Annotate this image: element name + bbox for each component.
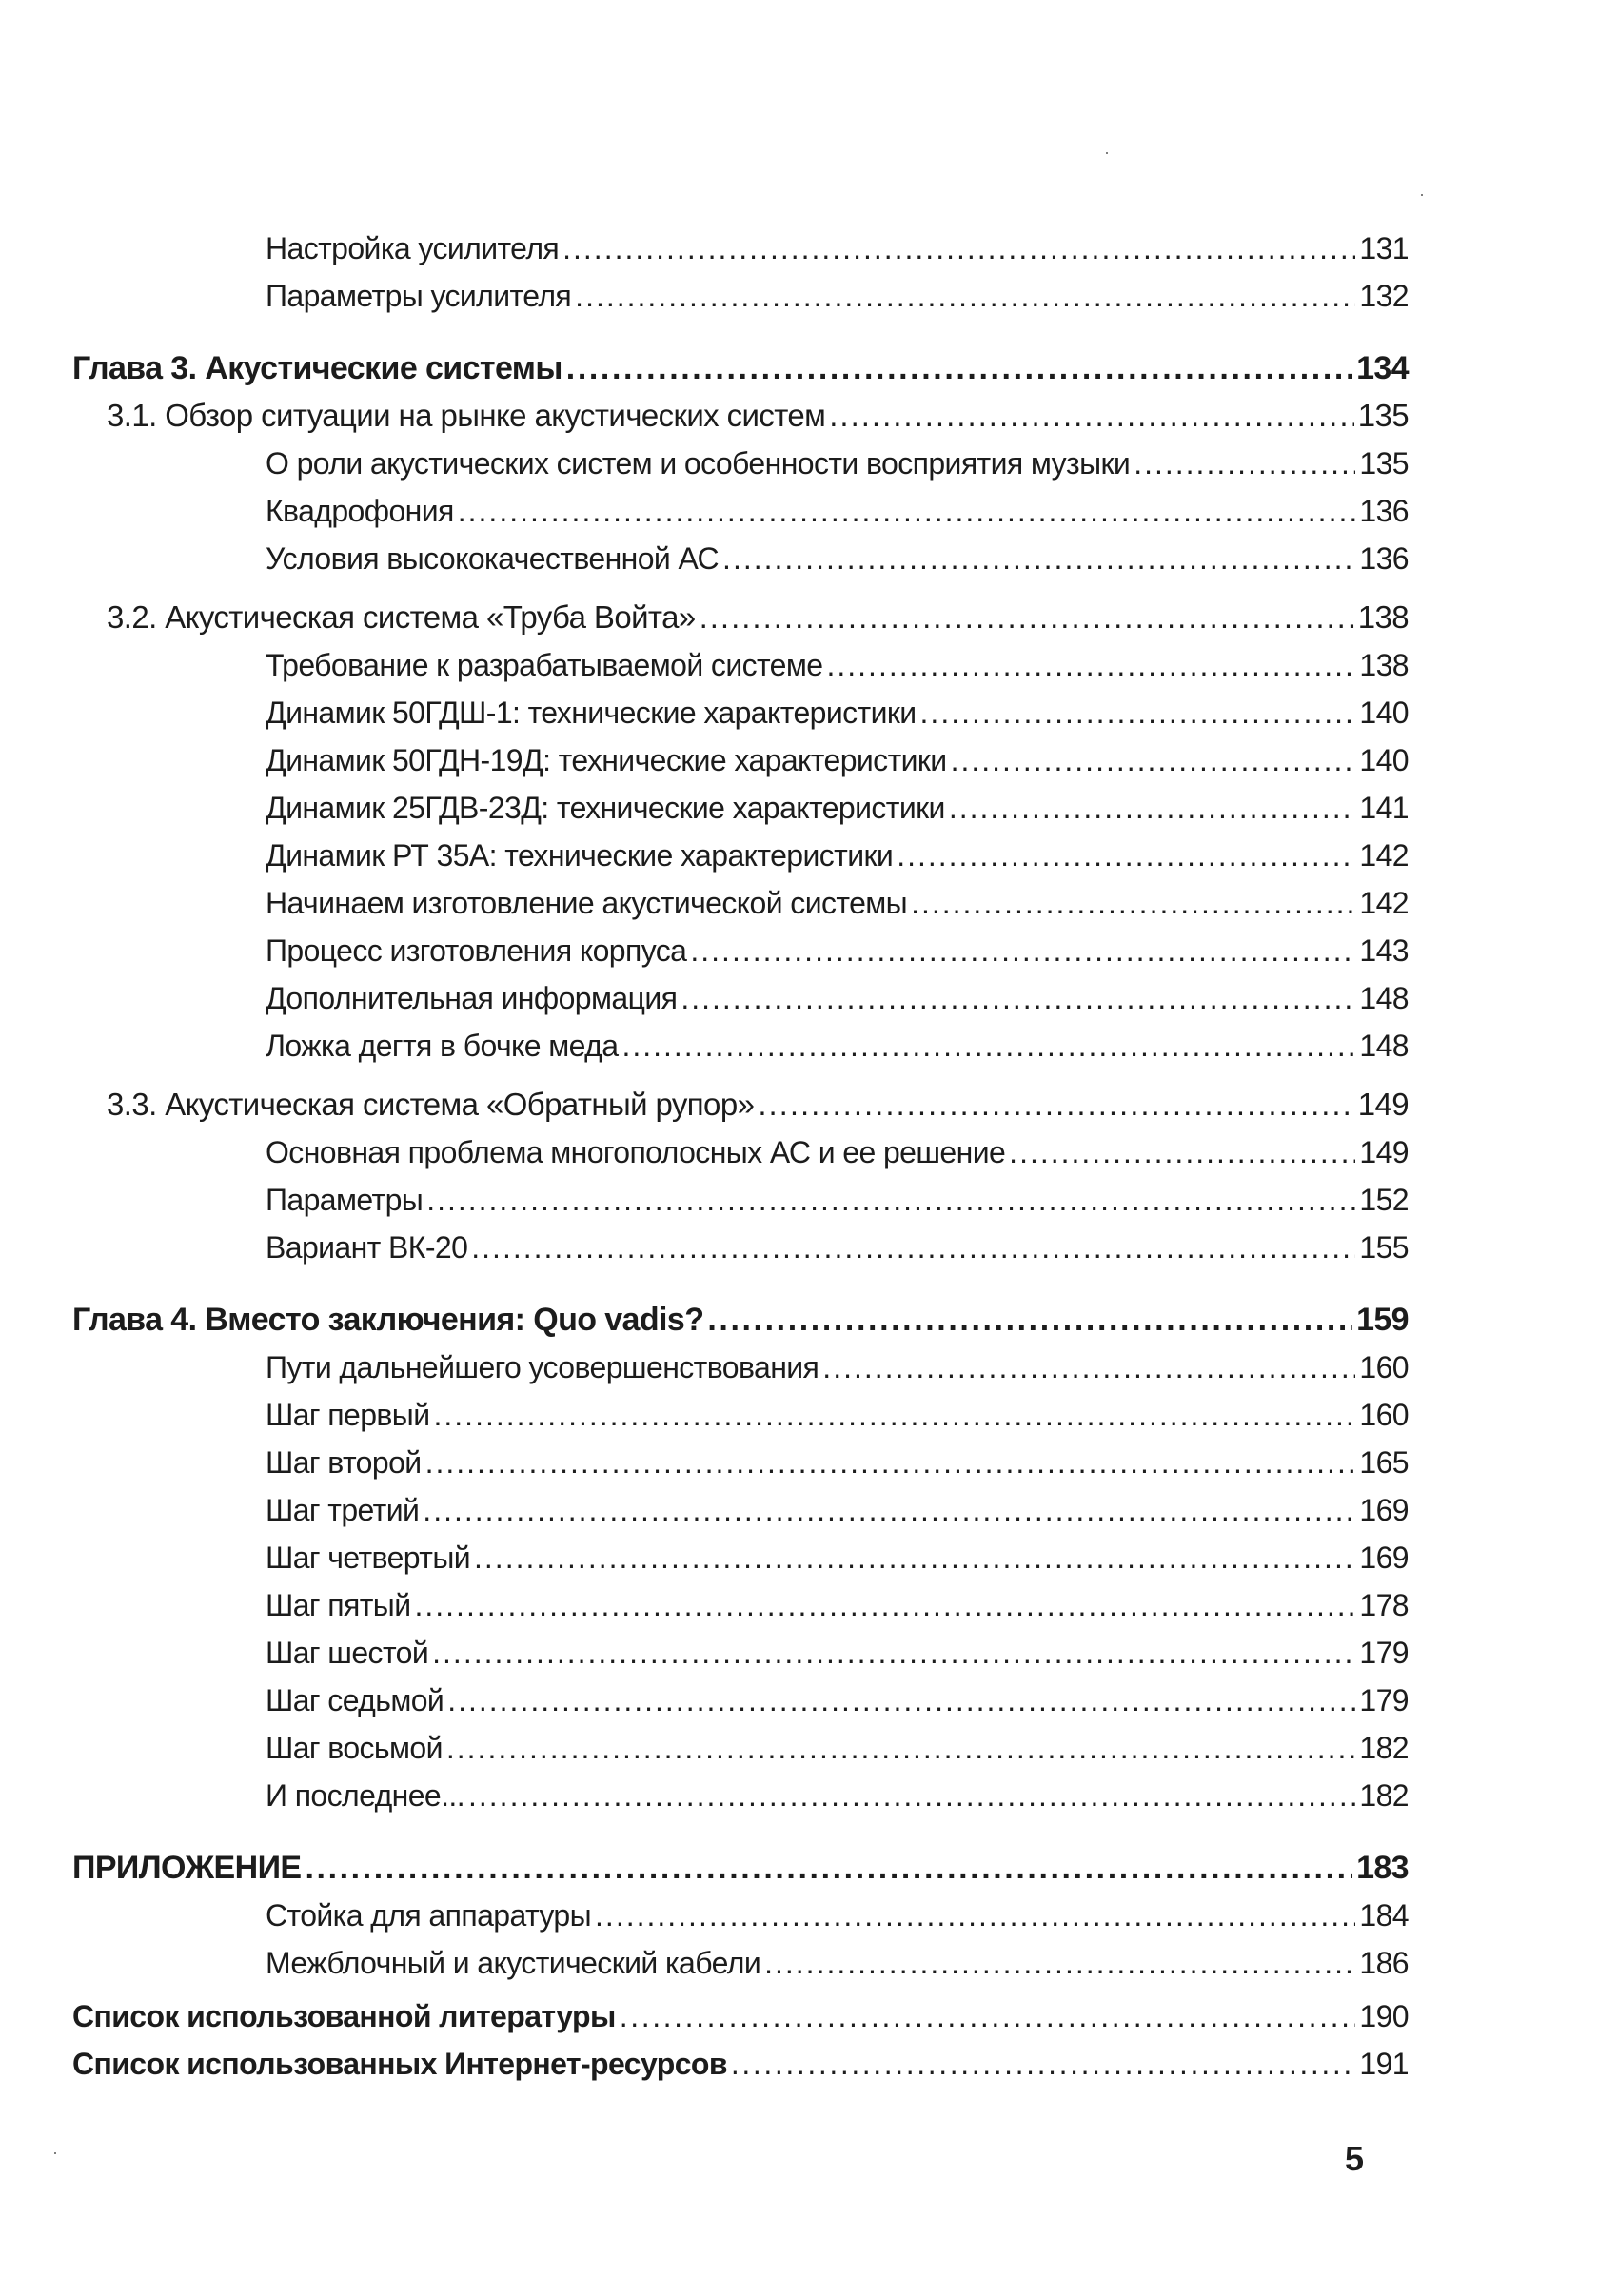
dot-leader <box>434 1391 1356 1439</box>
toc-list-entry[interactable] <box>72 2040 1409 2088</box>
toc-entry-title: Дополнительная информация <box>266 981 678 1015</box>
toc-entry[interactable] <box>72 641 1409 689</box>
dot-leader <box>432 1629 1355 1677</box>
toc-entry-title: Динамик РТ 35А: технические характеристики <box>266 838 894 873</box>
toc-entry-page: 165 <box>1359 1445 1409 1480</box>
toc-entry-title: Шаг шестой <box>266 1636 429 1670</box>
toc-entry[interactable] <box>72 1486 1409 1534</box>
toc-entry[interactable] <box>72 1534 1409 1581</box>
toc-entry[interactable] <box>72 832 1409 879</box>
toc-entry-title: Вариант ВК-20 <box>266 1230 468 1265</box>
page-number: 5 <box>1345 2139 1365 2178</box>
dot-leader <box>731 2040 1355 2088</box>
toc-entry-page: 132 <box>1359 279 1409 313</box>
toc-entry[interactable] <box>72 1344 1409 1391</box>
toc-entry-page: 148 <box>1359 981 1409 1015</box>
toc-chapter-title: Глава 4. Вместо заключения: Quo vadis? <box>72 1302 704 1338</box>
toc-section[interactable] <box>72 1081 1409 1128</box>
toc-list-entry-page: 190 <box>1359 1999 1409 2033</box>
toc-entry[interactable] <box>72 487 1409 535</box>
toc-entry-title: Ложка дегтя в бочке меда <box>266 1029 619 1063</box>
toc-entry[interactable] <box>72 1176 1409 1224</box>
toc-list-entry-title: Список использованной литературы <box>72 1999 616 2033</box>
toc-entry-title: О роли акустических систем и особенности восприятия музыки <box>266 446 1131 481</box>
dot-leader <box>897 832 1355 879</box>
toc-entry-page: 184 <box>1359 1898 1409 1933</box>
toc-entry[interactable] <box>72 1772 1409 1819</box>
toc-entry-page: 131 <box>1359 231 1409 265</box>
scan-speck <box>1421 194 1423 196</box>
toc-entry[interactable] <box>72 1892 1409 1939</box>
toc-section-title: 3.2. Акустическая система «Труба Войта» <box>107 599 696 635</box>
toc-entry-page: 136 <box>1359 494 1409 528</box>
dot-leader <box>826 641 1355 689</box>
toc-entry-page: 136 <box>1359 541 1409 576</box>
dot-leader <box>700 594 1354 641</box>
toc-entry-page: 142 <box>1359 886 1409 920</box>
dot-leader <box>447 1677 1355 1724</box>
toc-entry-title: Пути дальнейшего усовершенствования <box>266 1350 819 1384</box>
toc-chapter-page: 159 <box>1356 1302 1409 1338</box>
toc-entry[interactable] <box>72 1629 1409 1677</box>
toc-entry-page: 179 <box>1359 1683 1409 1717</box>
dot-leader <box>822 1344 1355 1391</box>
toc-entry-page: 138 <box>1359 648 1409 682</box>
toc-entry[interactable] <box>72 1724 1409 1772</box>
dot-leader <box>951 736 1356 784</box>
dot-leader <box>764 1939 1355 1987</box>
toc-entry-title: Основная проблема многополосных АС и ее решение <box>266 1135 1006 1169</box>
toc-entry-title: Шаг третий <box>266 1493 420 1527</box>
dot-leader <box>474 1534 1355 1581</box>
toc-entry-title: Параметры <box>266 1183 424 1217</box>
toc-entry[interactable] <box>72 1391 1409 1439</box>
toc-section-title: 3.3. Акустическая система «Обратный рупор» <box>107 1087 755 1122</box>
dot-leader <box>707 1296 1352 1344</box>
toc-entry-title: Шаг второй <box>266 1445 422 1480</box>
dot-leader <box>566 344 1352 392</box>
dot-leader <box>446 1724 1356 1772</box>
toc-entry[interactable] <box>72 736 1409 784</box>
toc-entry[interactable] <box>72 784 1409 832</box>
toc-entry-page: 169 <box>1359 1493 1409 1527</box>
toc-entry-title: Условия высококачественной АС <box>266 541 720 576</box>
toc-entry-page: 149 <box>1359 1135 1409 1169</box>
toc-entry[interactable] <box>72 879 1409 927</box>
toc-entry-title: Межблочный и акустический кабели <box>266 1946 761 1980</box>
toc-entry[interactable] <box>72 1022 1409 1070</box>
toc-entry[interactable] <box>72 1128 1409 1176</box>
toc-chapter[interactable] <box>72 1296 1409 1344</box>
toc-section-title: 3.1. Обзор ситуации на рынке акустических систем <box>107 398 826 433</box>
toc-entry[interactable] <box>72 440 1409 487</box>
dot-leader <box>621 1022 1355 1070</box>
dot-leader <box>949 784 1356 832</box>
toc-entry-title: Шаг первый <box>266 1398 430 1432</box>
toc-entry[interactable] <box>72 225 1409 272</box>
toc-entry[interactable] <box>72 1581 1409 1629</box>
toc-entry[interactable] <box>72 1939 1409 1987</box>
toc-chapter[interactable] <box>72 1844 1409 1892</box>
scan-speck <box>54 2152 56 2154</box>
toc-entry-page: 141 <box>1359 791 1409 825</box>
toc-entry-title: Начинаем изготовление акустической системы <box>266 886 908 920</box>
dot-leader <box>681 974 1355 1022</box>
toc-entry-page: 140 <box>1359 696 1409 730</box>
dot-leader <box>468 1772 1355 1819</box>
toc-list-entry-title: Список использованных Интернет-ресурсов <box>72 2047 727 2081</box>
toc-entry-page: 142 <box>1359 838 1409 873</box>
toc-chapter[interactable] <box>72 344 1409 392</box>
dot-leader <box>575 272 1355 320</box>
dot-leader <box>414 1581 1355 1629</box>
dot-leader <box>458 487 1356 535</box>
toc-entry-page: 186 <box>1359 1946 1409 1980</box>
toc-entry[interactable] <box>72 1224 1409 1271</box>
dot-leader <box>426 1176 1355 1224</box>
toc-entry-title: Шаг восьмой <box>266 1731 443 1765</box>
toc-entry-title: Шаг пятый <box>266 1588 411 1622</box>
dot-leader <box>1134 440 1355 487</box>
toc-section[interactable] <box>72 594 1409 641</box>
toc-entry-title: Динамик 25ГДВ-23Д: технические характеристики <box>266 791 945 825</box>
toc-entry-page: 178 <box>1359 1588 1409 1622</box>
toc-entry-title: Шаг седьмой <box>266 1683 444 1717</box>
toc-chapter-title: Глава 3. Акустические системы <box>72 350 562 386</box>
dot-leader <box>1009 1128 1355 1176</box>
toc-section-page: 149 <box>1357 1087 1409 1122</box>
scan-speck <box>1106 152 1108 154</box>
toc-entry[interactable] <box>72 927 1409 974</box>
toc-chapter-page: 183 <box>1356 1850 1409 1886</box>
toc-entry-page: 148 <box>1359 1029 1409 1063</box>
dot-leader <box>595 1892 1355 1939</box>
toc-section-page: 135 <box>1357 398 1409 433</box>
toc-entry[interactable] <box>72 535 1409 582</box>
toc-list-entry[interactable] <box>72 1992 1409 2040</box>
dot-leader <box>690 927 1355 974</box>
toc-entry[interactable] <box>72 1677 1409 1724</box>
toc-entry[interactable] <box>72 689 1409 736</box>
toc-entry-page: 179 <box>1359 1636 1409 1670</box>
toc-entry-title: Динамик 50ГДН-19Д: технические характеристики <box>266 743 947 777</box>
dot-leader <box>305 1844 1352 1892</box>
toc-chapter-title: ПРИЛОЖЕНИЕ <box>72 1850 302 1886</box>
dot-leader <box>911 879 1355 927</box>
toc-entry[interactable] <box>72 1439 1409 1486</box>
toc-entry[interactable] <box>72 974 1409 1022</box>
toc-entry-title: И последнее... <box>266 1778 464 1813</box>
dot-leader <box>562 225 1355 272</box>
toc-entry-page: 160 <box>1359 1398 1409 1432</box>
table-of-contents <box>72 225 1409 2088</box>
toc-section-page: 138 <box>1357 599 1409 635</box>
toc-section[interactable] <box>72 392 1409 440</box>
toc-entry[interactable] <box>72 272 1409 320</box>
toc-list-entry-page: 191 <box>1359 2047 1409 2081</box>
toc-entry-title: Динамик 50ГДШ-1: технические характеристики <box>266 696 917 730</box>
dot-leader <box>829 392 1353 440</box>
toc-entry-title: Процесс изготовления корпуса <box>266 933 687 968</box>
toc-entry-page: 160 <box>1359 1350 1409 1384</box>
toc-entry-page: 152 <box>1359 1183 1409 1217</box>
toc-entry-title: Требование к разрабатываемой системе <box>266 648 823 682</box>
toc-entry-page: 140 <box>1359 743 1409 777</box>
toc-entry-page: 182 <box>1359 1778 1409 1813</box>
toc-entry-title: Настройка усилителя <box>266 231 560 265</box>
toc-entry-page: 182 <box>1359 1731 1409 1765</box>
dot-leader <box>423 1486 1355 1534</box>
dot-leader <box>471 1224 1355 1271</box>
dot-leader <box>425 1439 1356 1486</box>
dot-leader <box>722 535 1355 582</box>
toc-entry-title: Параметры усилителя <box>266 279 572 313</box>
dot-leader <box>758 1081 1353 1128</box>
toc-chapter-page: 134 <box>1356 350 1409 386</box>
toc-entry-title: Шаг четвертый <box>266 1540 471 1575</box>
toc-entry-page: 155 <box>1359 1230 1409 1265</box>
toc-entry-title: Стойка для аппаратуры <box>266 1898 592 1933</box>
toc-entry-page: 135 <box>1359 446 1409 481</box>
dot-leader <box>920 689 1356 736</box>
toc-entry-page: 169 <box>1359 1540 1409 1575</box>
dot-leader <box>620 1992 1356 2040</box>
toc-entry-title: Квадрофония <box>266 494 454 528</box>
toc-entry-page: 143 <box>1359 933 1409 968</box>
